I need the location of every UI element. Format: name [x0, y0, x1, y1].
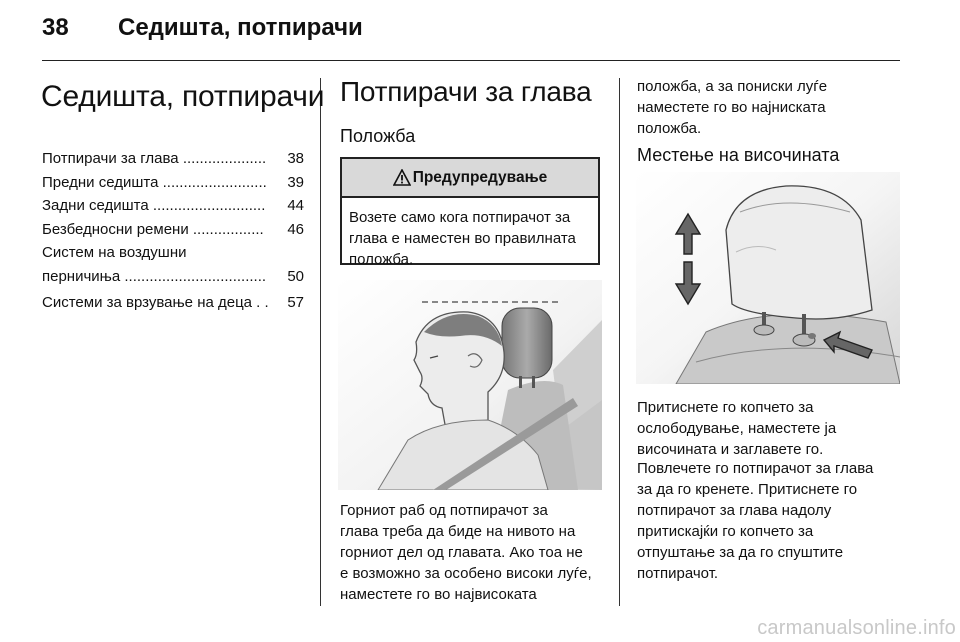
- text-line: наместете го во највисоката: [340, 586, 537, 603]
- header-title: Седишта, потпирачи: [118, 14, 363, 41]
- warning-header: [342, 159, 598, 198]
- toc-page: 38: [287, 150, 304, 167]
- headrest-position-illustration: [338, 280, 602, 490]
- text-line: положба.: [637, 120, 702, 137]
- page-number: 38: [42, 14, 69, 41]
- toc-entry[interactable]: [42, 291, 304, 315]
- toc-label: Системи за врзување на деца . .: [42, 294, 269, 311]
- table-of-contents: [42, 147, 304, 315]
- text-line: притискајќи го копчето за: [637, 523, 814, 540]
- toc-entry[interactable]: [42, 194, 304, 218]
- text-line: потпирачот за глава надолу: [637, 502, 832, 519]
- toc-label: Задни седишта ...........................: [42, 197, 266, 214]
- section-subtitle: Положба: [340, 126, 416, 146]
- toc-label: Предни седишта .........................: [42, 173, 267, 191]
- text-line: ослободување, наместете ја: [637, 420, 837, 437]
- warning-box: [340, 157, 600, 268]
- toc-label: перничиња ..................................: [42, 267, 267, 285]
- watermark: carmanualsonline.info: [757, 617, 956, 639]
- height-heading: Местење на височината: [637, 145, 840, 165]
- page-header: [42, 14, 363, 42]
- text-line: наместете го во најниската: [637, 99, 826, 116]
- continued-paragraph: [637, 76, 827, 139]
- chapter-title: Седишта, потпирачи: [41, 80, 325, 113]
- warning-triangle-icon: [393, 169, 411, 186]
- warning-line: положба.: [349, 251, 414, 268]
- text-line: положба, а за пониски луѓе: [637, 78, 828, 95]
- toc-label-line1: Систем на воздушни: [42, 244, 187, 261]
- toc-page: 39: [287, 173, 304, 191]
- toc-page: 57: [287, 294, 304, 311]
- text-line: горниот дел од главата. Ако тоа не: [340, 544, 583, 561]
- toc-page: 46: [287, 220, 304, 238]
- toc-label: Потпирачи за глава ....................: [42, 150, 267, 167]
- toc-entry[interactable]: [42, 218, 304, 242]
- warning-text: [342, 198, 598, 270]
- release-button-paragraph: [637, 397, 836, 460]
- raise-lower-paragraph: [637, 458, 873, 584]
- headrest-paragraph: [340, 500, 592, 605]
- section-title: Потпирачи за глава: [340, 76, 592, 107]
- toc-page: 44: [287, 197, 304, 214]
- column-divider-left: [320, 78, 321, 606]
- text-line: Повлечете го потпирачот за глава: [637, 460, 874, 477]
- text-line: височината и заглавете го.: [637, 441, 824, 458]
- text-line: е возможно за особено високи луѓе,: [340, 565, 592, 582]
- text-line: Притиснете го копчето за: [637, 399, 814, 416]
- headrest-height-illustration: [636, 172, 900, 384]
- text-line: Горниот раб од потпирачот за: [340, 502, 548, 519]
- text-line: потпирачот.: [637, 565, 719, 582]
- warning-heading: Предупредување: [412, 168, 548, 186]
- text-line: отпуштање за да го спуштите: [637, 544, 844, 561]
- column-divider-right: [619, 78, 620, 606]
- warning-line: глава е наместен во правилната: [349, 230, 576, 247]
- warning-line: Возете само кога потпирачот за: [349, 209, 571, 226]
- toc-entry[interactable]: [42, 147, 304, 171]
- text-line: за да го кренете. Притиснете го: [637, 481, 858, 498]
- text-line: глава треба да биде на нивото на: [340, 523, 576, 540]
- toc-label: Безбедносни ремени .................: [42, 220, 264, 238]
- toc-entry[interactable]: [42, 171, 304, 195]
- toc-entry[interactable]: [42, 241, 304, 288]
- header-divider: [42, 60, 900, 61]
- toc-page: 50: [287, 267, 304, 285]
